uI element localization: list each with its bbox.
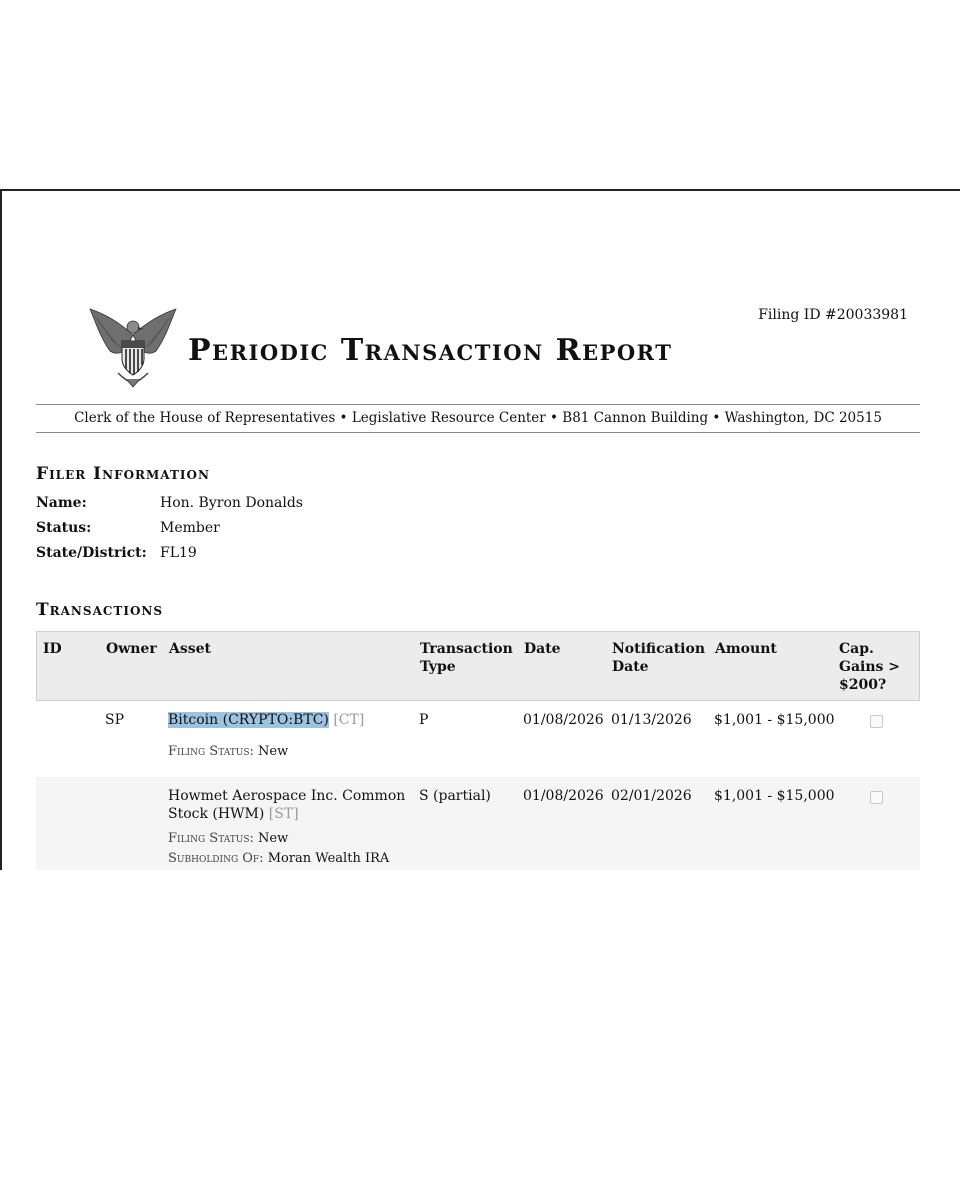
row-asset[interactable] (168, 787, 405, 823)
subholding-label: Subholding Of: (168, 851, 264, 866)
status-label: Status: (36, 520, 92, 536)
row-owner: SP (105, 712, 125, 728)
row-transaction-type: S (partial) (419, 788, 491, 804)
state-district-value: FL19 (160, 545, 197, 561)
subholding (168, 851, 389, 866)
transactions-heading: Transactions (36, 600, 164, 620)
row-notification-date: 02/01/2026 (611, 788, 692, 804)
col-amount: Amount (715, 641, 777, 657)
header-rule-bottom (36, 432, 920, 433)
col-cap-gains-line1: Cap. (839, 641, 874, 657)
row-transaction-type: P (419, 712, 429, 728)
report-title: Periodic Transaction Report (188, 333, 673, 368)
cap-gains-checkbox[interactable] (870, 715, 883, 728)
asset-type-tag: [CT] (333, 712, 365, 728)
col-owner: Owner (106, 641, 157, 657)
state-district-label: State/District: (36, 545, 147, 561)
house-seal-eagle-icon (88, 307, 178, 389)
asset-name-line1: Howmet Aerospace Inc. Common (168, 788, 406, 804)
col-transaction-type-line2: Type (420, 659, 456, 675)
name-label: Name: (36, 495, 87, 511)
filing-status-value: New (258, 744, 289, 759)
col-transaction-type-line1: Transaction (420, 641, 513, 657)
filing-status-label: Filing Status: (168, 744, 254, 759)
col-notification-date-line2: Date (612, 659, 649, 675)
filer-information-heading: Filer Information (36, 464, 210, 484)
col-cap-gains-line2: Gains > (839, 659, 901, 675)
asset-name-selected[interactable]: Bitcoin (CRYPTO:BTC) (168, 712, 329, 728)
row-amount: $1,001 - $15,000 (714, 712, 835, 728)
col-date: Date (524, 641, 561, 657)
status-value: Member (160, 520, 220, 536)
clerk-address: Clerk of the House of Representatives • Legislative Resource Center • B81 Cannon Building • Washington, DC 20515 (74, 410, 882, 426)
col-notification-date (612, 640, 705, 676)
col-transaction-type (420, 640, 513, 676)
table-row (36, 701, 920, 777)
asset-name-line2-text: Stock (HWM) (168, 806, 265, 822)
filing-status-value: New (258, 831, 289, 846)
row-asset[interactable] (168, 711, 364, 729)
row-date: 01/08/2026 (523, 712, 604, 728)
name-value: Hon. Byron Donalds (160, 495, 303, 511)
row-amount: $1,001 - $15,000 (714, 788, 835, 804)
table-header (36, 631, 920, 701)
row-date: 01/08/2026 (523, 788, 604, 804)
filing-status (168, 744, 288, 759)
col-cap-gains-line3: $200? (839, 677, 887, 693)
asset-type-tag: [ST] (268, 806, 299, 822)
col-cap-gains (839, 640, 900, 694)
filing-id: Filing ID #20033981 (758, 307, 908, 323)
col-notification-date-line1: Notification (612, 641, 705, 657)
row-notification-date: 01/13/2026 (611, 712, 692, 728)
asset-name-line2 (168, 805, 405, 823)
filing-status (168, 831, 288, 846)
cap-gains-checkbox[interactable] (870, 791, 883, 804)
filing-status-label: Filing Status: (168, 831, 254, 846)
report-document (0, 189, 960, 870)
col-id: ID (43, 641, 62, 657)
subholding-value: Moran Wealth IRA (267, 851, 390, 866)
header-rule-top (36, 404, 920, 405)
table-row (36, 777, 920, 870)
col-asset: Asset (169, 641, 211, 657)
